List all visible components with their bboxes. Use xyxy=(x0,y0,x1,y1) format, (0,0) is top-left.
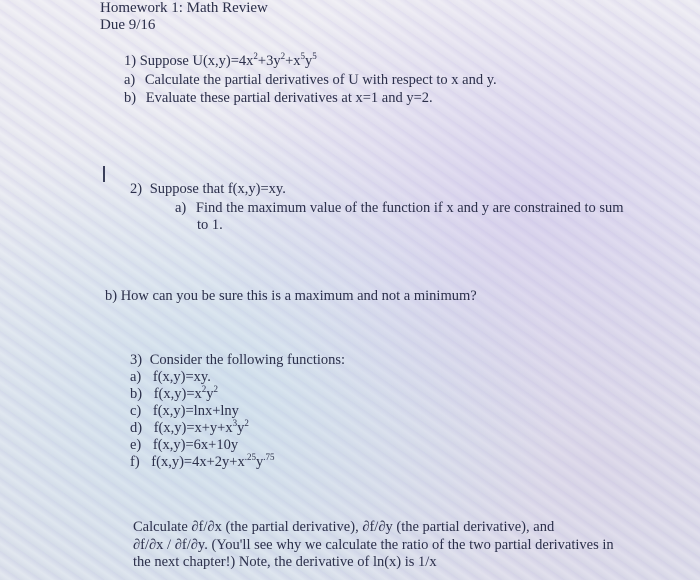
q1-part-b xyxy=(124,90,433,106)
q1-stem xyxy=(124,53,317,69)
q2-number: 2) xyxy=(130,181,143,197)
q2-part-a-text-1: Find the maximum value of the function if x and y are constrained to sum xyxy=(195,200,624,216)
q2-part-a-label: a) xyxy=(175,200,187,216)
q3-note-line1: Calculate ∂f/∂x (the partial derivative), ∂f/∂y (the partial derivative), and xyxy=(133,519,555,535)
q3-item-label: a) xyxy=(130,369,142,385)
q1-part-b-text: Evaluate these partial derivatives at x=1 and y=2. xyxy=(145,90,433,106)
q1-part-a-label: a) xyxy=(124,72,136,88)
q2-stem xyxy=(130,181,286,197)
q3-item-c xyxy=(130,403,239,419)
q1-part-a-text: Calculate the partial derivatives of U with respect to x and y. xyxy=(144,72,497,88)
q3-item-d xyxy=(130,420,249,436)
q3-item-f xyxy=(130,454,274,470)
q3-item-label: c) xyxy=(130,403,142,419)
q3-stem xyxy=(130,352,345,368)
q2-stem-text: Suppose that f(x,y)=xy. xyxy=(149,181,286,197)
q3-item-text: f(x,y)=6x+10y xyxy=(152,437,239,453)
q1-stem-text: Suppose $U(x,y)=4x^2+3y^2+x^5y^5$ xyxy=(139,51,317,69)
q3-item-label: f) xyxy=(130,454,140,470)
q2-part-a-line1 xyxy=(175,200,624,216)
q3-item-text: $f(x,y)=x^2y^2$ xyxy=(153,384,219,402)
q3-item-text: f(x,y)=lnx+lny xyxy=(152,403,239,419)
q3-item-text: f(x,y)=xy. xyxy=(152,369,211,385)
q1-part-b-label: b) xyxy=(124,90,137,106)
q3-item-label: d) xyxy=(130,420,143,436)
due-date: Due 9/16 xyxy=(100,17,156,33)
q3-number: 3) xyxy=(130,352,143,368)
q2-part-a-line2: to 1. xyxy=(197,217,223,233)
q3-item-label: b) xyxy=(130,386,143,402)
q3-item-text: $f(x,y)=4x+2y+x^{.25}y^{.75}$ xyxy=(151,452,275,470)
q3-item-a xyxy=(130,369,211,385)
q3-item-label: e) xyxy=(130,437,142,453)
text-cursor xyxy=(103,166,105,182)
q3-item-text: $f(x,y)=x+y+x^3y^2$ xyxy=(153,418,249,436)
q3-item-b xyxy=(130,386,218,402)
q3-stem-text: Consider the following functions: xyxy=(149,352,346,368)
q3-item-e xyxy=(130,437,238,453)
q1-number: 1) xyxy=(124,53,137,69)
q1-part-a xyxy=(124,72,497,88)
q3-note-line3: the next chapter!) Note, the derivative of ln(x) is 1/x xyxy=(133,554,437,570)
q3-note-line2: ∂f/∂x / ∂f/∂y. (You'll see why we calculate the ratio of the two partial derivatives in xyxy=(133,537,614,553)
homework-title: Homework 1: Math Review xyxy=(100,0,268,16)
q2-part-b: b) How can you be sure this is a maximum and not a minimum? xyxy=(105,288,477,304)
